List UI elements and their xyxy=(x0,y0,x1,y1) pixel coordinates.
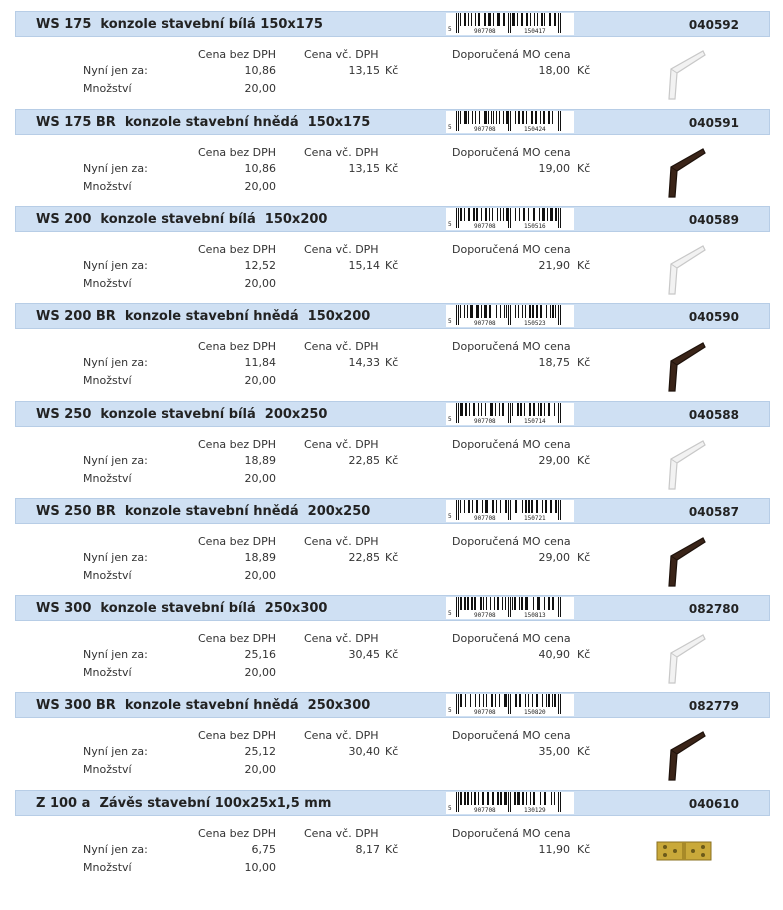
currency-recommended: Kč xyxy=(577,259,591,272)
col-rec-label: Doporučená MO cena xyxy=(452,827,571,840)
product-header xyxy=(15,595,770,621)
currency-recommended: Kč xyxy=(577,454,591,467)
currency-gross: Kč xyxy=(385,551,399,564)
product-code: 040590 xyxy=(688,310,739,324)
brown-bracket-icon xyxy=(669,732,705,780)
barcode-group-1: 907708 xyxy=(474,515,496,522)
barcode-bars xyxy=(456,694,564,714)
col-gross-label: Cena vč. DPH xyxy=(304,146,379,159)
price-net: 11,84 xyxy=(244,356,276,369)
price-net: 12,52 xyxy=(244,259,276,272)
barcode xyxy=(446,792,574,814)
price-gross: 14,33 xyxy=(348,356,380,369)
now-only-label: Nyní jen za: xyxy=(83,843,148,856)
col-rec-label: Doporučená MO cena xyxy=(452,243,571,256)
col-rec-label: Doporučená MO cena xyxy=(452,438,571,451)
quantity-label: Množství xyxy=(83,472,132,485)
brown-bracket-icon xyxy=(669,343,705,391)
col-gross-label: Cena vč. DPH xyxy=(304,48,379,61)
product-title: WS 250 konzole stavební bílá 200x250 xyxy=(36,407,328,422)
product-code: 040588 xyxy=(688,408,739,422)
quantity-value: 20,00 xyxy=(244,472,276,485)
col-gross-label: Cena vč. DPH xyxy=(304,535,379,548)
product-header xyxy=(15,790,770,816)
barcode-group-1: 907708 xyxy=(474,418,496,425)
barcode xyxy=(446,500,574,522)
product-item xyxy=(0,595,783,692)
product-code: 040587 xyxy=(688,505,739,519)
product-header xyxy=(15,206,770,232)
product-item xyxy=(0,109,783,206)
now-only-label: Nyní jen za: xyxy=(83,745,148,758)
quantity-value: 20,00 xyxy=(244,666,276,679)
barcode-bars xyxy=(456,111,564,131)
product-header xyxy=(15,692,770,718)
quantity-label: Množství xyxy=(83,763,132,776)
product-code: 040592 xyxy=(688,18,739,32)
barcode xyxy=(446,13,574,35)
currency-recommended: Kč xyxy=(577,356,591,369)
currency-gross: Kč xyxy=(385,356,399,369)
col-net-label: Cena bez DPH xyxy=(198,632,277,645)
col-rec-label: Doporučená MO cena xyxy=(452,632,571,645)
price-recommended: 19,00 xyxy=(538,162,570,175)
barcode xyxy=(446,403,574,425)
barcode-lead-digit: 5 xyxy=(448,707,452,714)
barcode-lead-digit: 5 xyxy=(448,318,452,325)
currency-gross: Kč xyxy=(385,745,399,758)
product-header xyxy=(15,401,770,427)
barcode-group-1: 907708 xyxy=(474,612,496,619)
barcode-group-2: 150820 xyxy=(524,709,546,716)
product-header xyxy=(15,11,770,37)
barcode-bars xyxy=(456,305,564,325)
barcode-group-2: 150424 xyxy=(524,126,546,133)
price-net: 25,12 xyxy=(244,745,276,758)
product-header xyxy=(15,303,770,329)
barcode-group-2: 150813 xyxy=(524,612,546,619)
quantity-label: Množství xyxy=(83,277,132,290)
barcode-bars xyxy=(456,403,564,423)
price-net: 10,86 xyxy=(244,162,276,175)
quantity-label: Množství xyxy=(83,82,132,95)
quantity-value: 10,00 xyxy=(244,861,276,874)
product-code: 082780 xyxy=(688,602,739,616)
now-only-label: Nyní jen za: xyxy=(83,454,148,467)
price-gross: 15,14 xyxy=(348,259,380,272)
product-item xyxy=(0,692,783,789)
quantity-value: 20,00 xyxy=(244,763,276,776)
barcode-group-1: 907708 xyxy=(474,807,496,814)
barcode xyxy=(446,111,574,133)
barcode-bars xyxy=(456,792,564,812)
barcode xyxy=(446,305,574,327)
now-only-label: Nyní jen za: xyxy=(83,162,148,175)
price-recommended: 29,00 xyxy=(538,551,570,564)
quantity-label: Množství xyxy=(83,861,132,874)
quantity-label: Množství xyxy=(83,569,132,582)
product-title: WS 300 konzole stavební bílá 250x300 xyxy=(36,601,328,616)
now-only-label: Nyní jen za: xyxy=(83,64,148,77)
product-header xyxy=(15,498,770,524)
now-only-label: Nyní jen za: xyxy=(83,259,148,272)
product-header xyxy=(15,109,770,135)
product-item xyxy=(0,790,783,887)
white-bracket-icon xyxy=(669,441,705,489)
barcode-group-2: 150523 xyxy=(524,320,546,327)
col-rec-label: Doporučená MO cena xyxy=(452,48,571,61)
currency-recommended: Kč xyxy=(577,843,591,856)
barcode-group-1: 907708 xyxy=(474,126,496,133)
barcode-lead-digit: 5 xyxy=(448,513,452,520)
product-title: WS 250 BR konzole stavební hnědá 200x250 xyxy=(36,504,371,519)
product-title: WS 200 BR konzole stavební hnědá 150x200 xyxy=(36,309,371,324)
product-item xyxy=(0,303,783,400)
col-rec-label: Doporučená MO cena xyxy=(452,729,571,742)
white-bracket-icon xyxy=(669,51,705,99)
price-gross: 22,85 xyxy=(348,551,380,564)
barcode-lead-digit: 5 xyxy=(448,416,452,423)
price-gross: 30,40 xyxy=(348,745,380,758)
product-code: 040610 xyxy=(688,797,739,811)
currency-recommended: Kč xyxy=(577,162,591,175)
price-recommended: 21,90 xyxy=(538,259,570,272)
price-net: 18,89 xyxy=(244,551,276,564)
quantity-value: 20,00 xyxy=(244,180,276,193)
barcode-lead-digit: 5 xyxy=(448,610,452,617)
barcode-lead-digit: 5 xyxy=(448,26,452,33)
col-gross-label: Cena vč. DPH xyxy=(304,827,379,840)
quantity-label: Množství xyxy=(83,180,132,193)
quantity-label: Množství xyxy=(83,374,132,387)
price-net: 10,86 xyxy=(244,64,276,77)
currency-recommended: Kč xyxy=(577,745,591,758)
barcode-group-1: 907708 xyxy=(474,28,496,35)
price-recommended: 18,00 xyxy=(538,64,570,77)
product-item xyxy=(0,401,783,498)
barcode-group-2: 150516 xyxy=(524,223,546,230)
currency-recommended: Kč xyxy=(577,551,591,564)
price-recommended: 40,90 xyxy=(538,648,570,661)
product-title: Z 100 a Závěs stavební 100x25x1,5 mm xyxy=(36,796,332,811)
price-gross: 13,15 xyxy=(348,64,380,77)
barcode-group-1: 907708 xyxy=(474,223,496,230)
col-gross-label: Cena vč. DPH xyxy=(304,243,379,256)
product-code: 040591 xyxy=(688,116,739,130)
product-item xyxy=(0,498,783,595)
currency-gross: Kč xyxy=(385,162,399,175)
brown-bracket-icon xyxy=(669,538,705,586)
price-gross: 30,45 xyxy=(348,648,380,661)
barcode xyxy=(446,694,574,716)
price-recommended: 11,90 xyxy=(538,843,570,856)
col-net-label: Cena bez DPH xyxy=(198,48,277,61)
currency-gross: Kč xyxy=(385,259,399,272)
col-gross-label: Cena vč. DPH xyxy=(304,632,379,645)
white-bracket-icon xyxy=(669,246,705,294)
col-net-label: Cena bez DPH xyxy=(198,729,277,742)
price-gross: 22,85 xyxy=(348,454,380,467)
price-net: 6,75 xyxy=(251,843,276,856)
white-bracket-icon xyxy=(669,635,705,683)
now-only-label: Nyní jen za: xyxy=(83,551,148,564)
barcode-group-2: 130129 xyxy=(524,807,546,814)
price-recommended: 35,00 xyxy=(538,745,570,758)
quantity-value: 20,00 xyxy=(244,374,276,387)
price-net: 18,89 xyxy=(244,454,276,467)
col-net-label: Cena bez DPH xyxy=(198,438,277,451)
quantity-label: Množství xyxy=(83,666,132,679)
col-rec-label: Doporučená MO cena xyxy=(452,535,571,548)
barcode-lead-digit: 5 xyxy=(448,221,452,228)
barcode-group-2: 150417 xyxy=(524,28,546,35)
currency-recommended: Kč xyxy=(577,64,591,77)
barcode-bars xyxy=(456,208,564,228)
product-title: WS 175 BR konzole stavební hnědá 150x175 xyxy=(36,115,371,130)
currency-gross: Kč xyxy=(385,454,399,467)
barcode xyxy=(446,208,574,230)
product-item xyxy=(0,206,783,303)
price-gross: 8,17 xyxy=(355,843,380,856)
quantity-value: 20,00 xyxy=(244,82,276,95)
price-recommended: 18,75 xyxy=(538,356,570,369)
currency-gross: Kč xyxy=(385,843,399,856)
currency-gross: Kč xyxy=(385,648,399,661)
product-title: WS 175 konzole stavební bílá 150x175 xyxy=(36,17,323,32)
col-rec-label: Doporučená MO cena xyxy=(452,340,571,353)
product-code: 082779 xyxy=(688,699,739,713)
product-title: WS 200 konzole stavební bílá 150x200 xyxy=(36,212,328,227)
barcode-bars xyxy=(456,500,564,520)
barcode-bars xyxy=(456,13,564,33)
currency-recommended: Kč xyxy=(577,648,591,661)
brass-hinge-icon xyxy=(657,842,711,860)
barcode xyxy=(446,597,574,619)
product-title: WS 300 BR konzole stavební hnědá 250x300 xyxy=(36,698,371,713)
quantity-value: 20,00 xyxy=(244,569,276,582)
now-only-label: Nyní jen za: xyxy=(83,648,148,661)
col-rec-label: Doporučená MO cena xyxy=(452,146,571,159)
quantity-value: 20,00 xyxy=(244,277,276,290)
col-net-label: Cena bez DPH xyxy=(198,827,277,840)
col-net-label: Cena bez DPH xyxy=(198,243,277,256)
col-net-label: Cena bez DPH xyxy=(198,535,277,548)
now-only-label: Nyní jen za: xyxy=(83,356,148,369)
price-net: 25,16 xyxy=(244,648,276,661)
col-net-label: Cena bez DPH xyxy=(198,146,277,159)
barcode-lead-digit: 5 xyxy=(448,124,452,131)
price-gross: 13,15 xyxy=(348,162,380,175)
col-net-label: Cena bez DPH xyxy=(198,340,277,353)
barcode-group-1: 907708 xyxy=(474,320,496,327)
barcode-group-2: 150721 xyxy=(524,515,546,522)
barcode-lead-digit: 5 xyxy=(448,805,452,812)
product-item xyxy=(0,11,783,108)
barcode-bars xyxy=(456,597,564,617)
currency-gross: Kč xyxy=(385,64,399,77)
col-gross-label: Cena vč. DPH xyxy=(304,729,379,742)
barcode-group-2: 150714 xyxy=(524,418,546,425)
col-gross-label: Cena vč. DPH xyxy=(304,340,379,353)
product-code: 040589 xyxy=(688,213,739,227)
price-recommended: 29,00 xyxy=(538,454,570,467)
col-gross-label: Cena vč. DPH xyxy=(304,438,379,451)
barcode-group-1: 907708 xyxy=(474,709,496,716)
brown-bracket-icon xyxy=(669,149,705,197)
